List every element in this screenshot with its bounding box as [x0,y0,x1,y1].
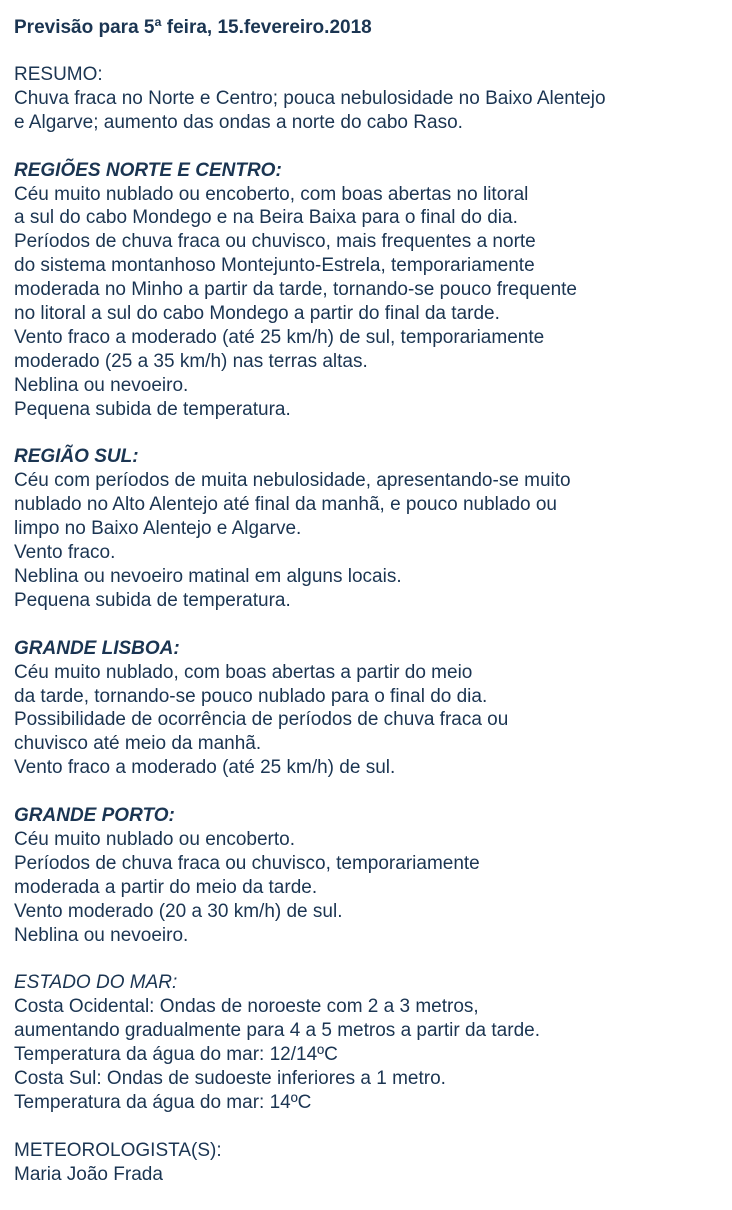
section-line: Costa Sul: Ondas de sudoeste inferiores a 1 metro. [14,1067,446,1089]
section-line: Neblina ou nevoeiro. [14,374,189,396]
section-line: a sul do cabo Mondego e na Beira Baixa para o final do dia. [14,207,518,229]
section-line: Céu muito nublado, com boas abertas a partir do meio [14,661,473,683]
section-line: Vento moderado (20 a 30 km/h) de sul. [14,900,343,922]
section-heading: RESUMO: [14,64,103,85]
section-grande-porto [14,804,726,947]
section-heading: GRANDE PORTO: [14,805,175,827]
section-line: Costa Ocidental: Ondas de noroeste com 2 a 3 metros, [14,996,479,1018]
spacer [14,43,726,63]
section-line: moderado (25 a 35 km/h) nas terras altas. [14,350,368,372]
section-line: Pequena subida de temperatura. [14,589,291,611]
section-heading: GRANDE LISBOA: [14,637,180,659]
section-line: Chuva fraca no Norte e Centro; pouca nebulosidade no Baixo Alentejo [14,87,606,109]
section-resumo [14,63,726,135]
section-estado-do-mar [14,971,726,1114]
page-title: Previsão para 5ª feira, 15.fevereiro.2018 [14,17,372,38]
section-line: Céu com períodos de muita nebulosidade, apresentando-se muito [14,470,571,492]
section-line: limpo no Baixo Alentejo e Algarve. [14,518,302,540]
section-line: Neblina ou nevoeiro matinal em alguns locais. [14,566,402,587]
section-line: Céu muito nublado ou encoberto. [14,828,295,850]
section-line: Neblina ou nevoeiro. [14,924,189,946]
section-regiao-sul [14,445,726,612]
section-line: Vento fraco a moderado (até 25 km/h) de sul. [14,757,396,779]
section-line: Temperatura da água do mar: 12/14ºC [14,1044,338,1066]
section-line: nublado no Alto Alentejo até final da manhã, e pouco nublado ou [14,494,557,516]
section-line: do sistema montanhoso Montejunto-Estrela, temporariamente [14,255,535,277]
section-line: Períodos de chuva fraca ou chuvisco, temporariamente [14,852,480,874]
section-line: Céu muito nublado ou encoberto, com boas abertas no litoral [14,183,529,205]
forecast-document [14,12,726,1210]
section-line: e Algarve; aumento das ondas a norte do cabo Raso. [14,111,463,133]
section-heading: ESTADO DO MAR: [14,972,178,994]
section-line: moderada a partir do meio da tarde. [14,876,318,898]
sections-container [14,63,726,1187]
section-line: Pequena subida de temperatura. [14,398,291,420]
section-line: Vento fraco. [14,542,116,564]
section-line: Temperatura da água do mar: 14ºC [14,1091,312,1113]
section-meteorologista-s [14,1139,726,1187]
section-heading: REGIÕES NORTE E CENTRO: [14,159,282,181]
section-line: Maria João Frada [14,1163,163,1185]
section-line: chuvisco até meio da manhã. [14,733,262,755]
section-heading: REGIÃO SUL: [14,446,139,468]
section-regioes-norte-e-centro [14,159,726,422]
section-line: aumentando gradualmente para 4 a 5 metros a partir da tarde. [14,1020,540,1042]
section-heading: METEOROLOGISTA(S): [14,1139,222,1161]
section-line: Possibilidade de ocorrência de períodos de chuva fraca ou [14,709,509,731]
section-line: Vento fraco a moderado (até 25 km/h) de sul, temporariamente [14,326,545,348]
section-grande-lisboa [14,637,726,780]
section-line: no litoral a sul do cabo Mondego a partir do final da tarde. [14,303,500,325]
section-line: da tarde, tornando-se pouco nublado para o final do dia. [14,685,488,707]
section-line: Períodos de chuva fraca ou chuvisco, mais frequentes a norte [14,231,536,253]
section-line: moderada no Minho a partir da tarde, tornando-se pouco frequente [14,279,577,301]
